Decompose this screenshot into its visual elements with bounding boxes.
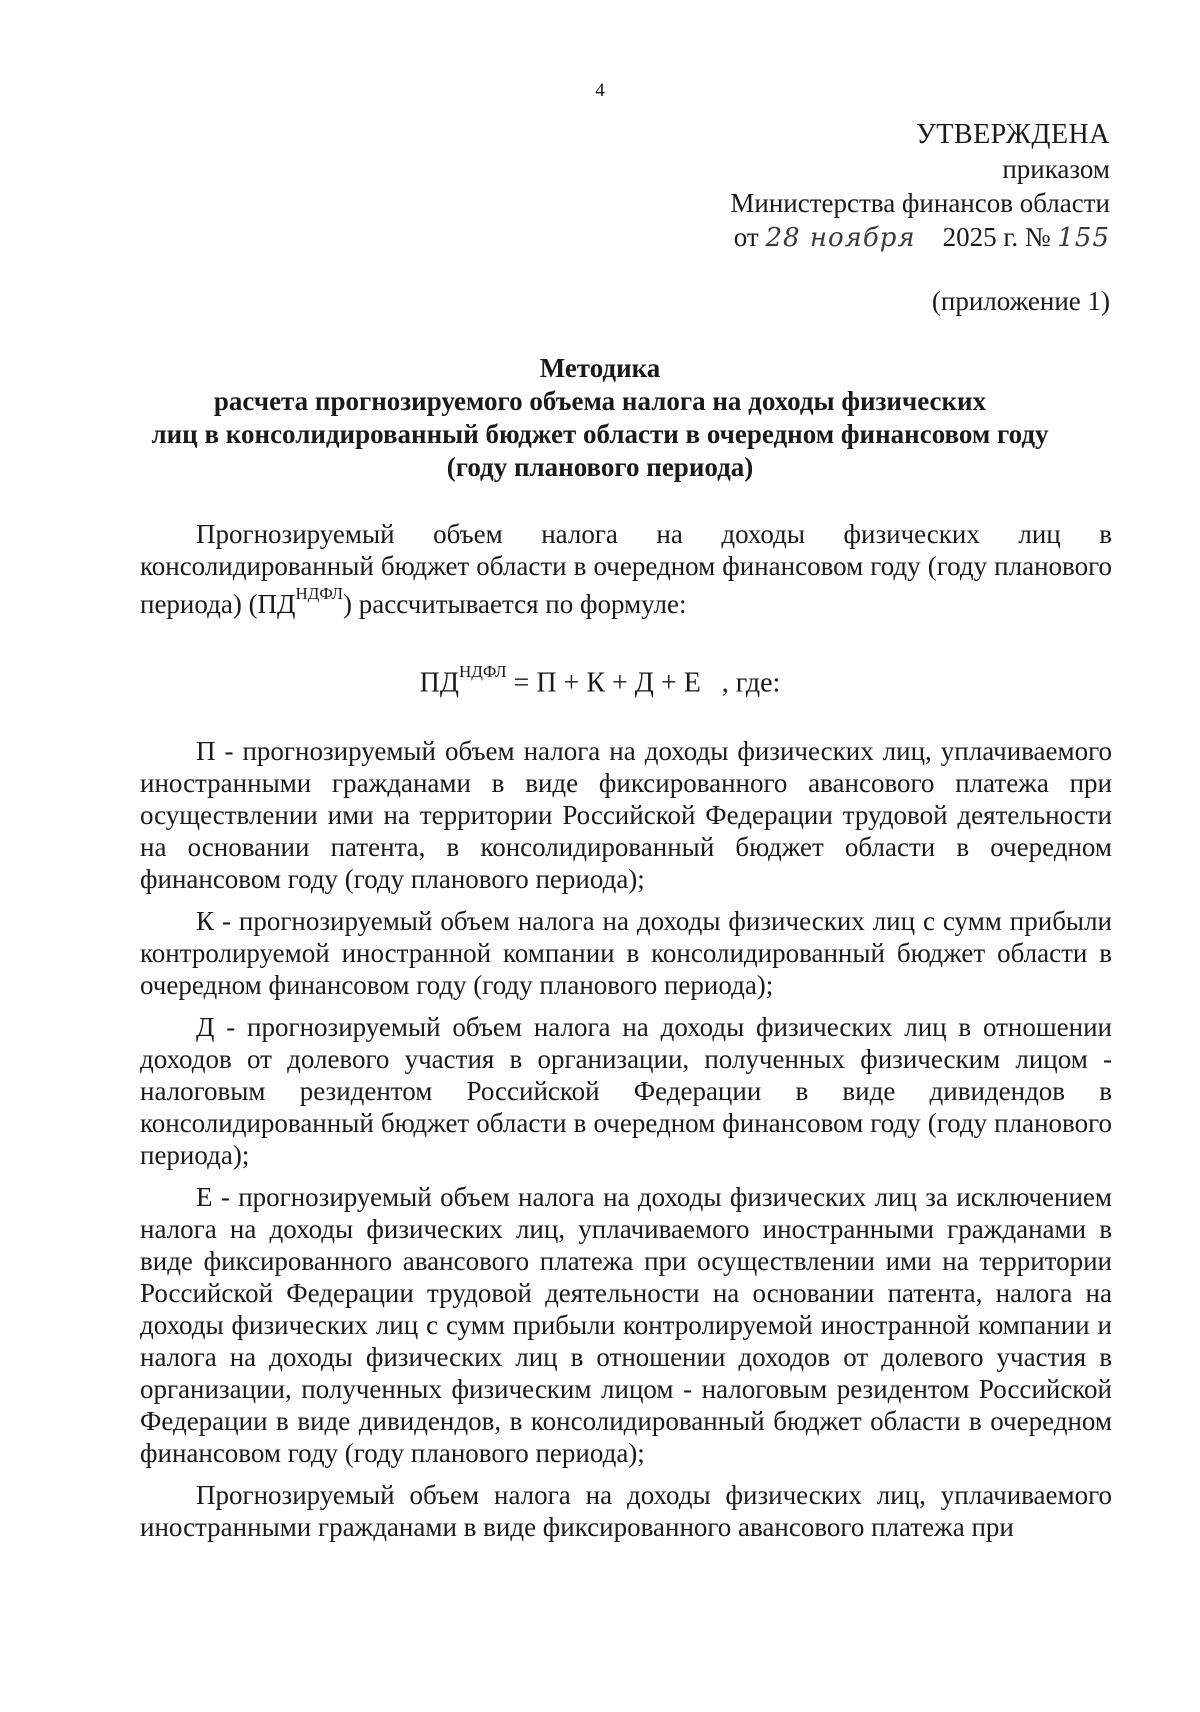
formula-rhs: = П + К + Д + Е [506,667,701,699]
handwritten-number: 155 [1057,223,1110,253]
page-number: 4 [595,80,605,101]
title-line-1: Методика [539,353,661,383]
approval-order-label: приказом [1002,154,1110,184]
closing-paragraph: Прогнозируемый объем налога на доходы физических лиц, уплачиваемого иностранными гражданами в виде фиксированного авансового платежа при [140,1480,1112,1542]
title-line-2: расчета прогнозируемого объема налога на доходы физических [213,386,987,416]
title-line-4: (году планового периода) [446,452,754,482]
intro-text [140,518,1112,620]
intro-before: Прогнозируемый объем налога на доходы физических лиц в консолидированный бюджет области в очередном финансовом году (году планового периода) (ПД [140,519,1112,619]
intro-sup: НДФЛ [295,584,344,603]
approval-date-prefix: от [733,222,759,252]
approval-block [730,118,1110,255]
formula-lhs: ПД [419,667,459,699]
appendix-label: (приложение 1) [931,286,1110,316]
intro-paragraph [140,518,1112,630]
definition-p: П - прогнозируемый объем налога на доходы физических лиц, уплачиваемого иностранными гражданами в виде фиксированного авансового платежа при осуществлении ими на территории Российской Федерации трудовой деятельности на основании патента, в консолидированный бюджет области в очередном финансовом году (году планового периода); [140,736,1112,894]
formula-suffix: , где: [700,667,781,699]
handwritten-date: 28 ноября [765,223,916,253]
formula [0,662,1200,699]
intro-after: ) рассчитывается по формуле: [343,589,687,619]
definition-d: Д - прогнозируемый объем налога на доходы физических лиц в отношении доходов от долевого участия в организации, полученных физическим лицом - налоговым резидентом Российской Федерации в виде дивидендов в консолидированный бюджет области в очередном финансовом году (году планового периода); [140,1012,1112,1170]
definition-k: К - прогнозируемый объем налога на доходы физических лиц с сумм прибыли контролируемой иностранной компании в консолидированный бюджет области в очередном финансовом году (году планового периода); [140,906,1112,1000]
formula-sup: НДФЛ [458,662,507,681]
document-title [0,352,1200,484]
approval-date-line [730,220,1110,255]
definitions [140,735,1112,1553]
approval-ministry: Министерства финансов области [730,188,1110,218]
definition-e: Е - прогнозируемый объем налога на доходы физических лиц за исключением налога на доходы физических лиц, уплачиваемого иностранными гражданами в виде фиксированного авансового платежа при осуществлении ими на территории Российской Федерации трудовой деятельности на основании патента, налога на доходы физических лиц с сумм прибыли контролируемой иностранной компании и налога на доходы физических лиц в отношении доходов от долевого участия в организации, полученных физическим лицом - налоговым резидентом Российской Федерации в виде дивидендов, в консолидированный бюджет области в очередном финансовом году (году планового периода); [140,1182,1112,1468]
title-line-3: лиц в консолидированный бюджет области в очередном финансовом году [151,419,1049,449]
approval-title: УТВЕРЖДЕНА [915,119,1110,150]
approval-year: 2025 г. № [942,222,1051,252]
